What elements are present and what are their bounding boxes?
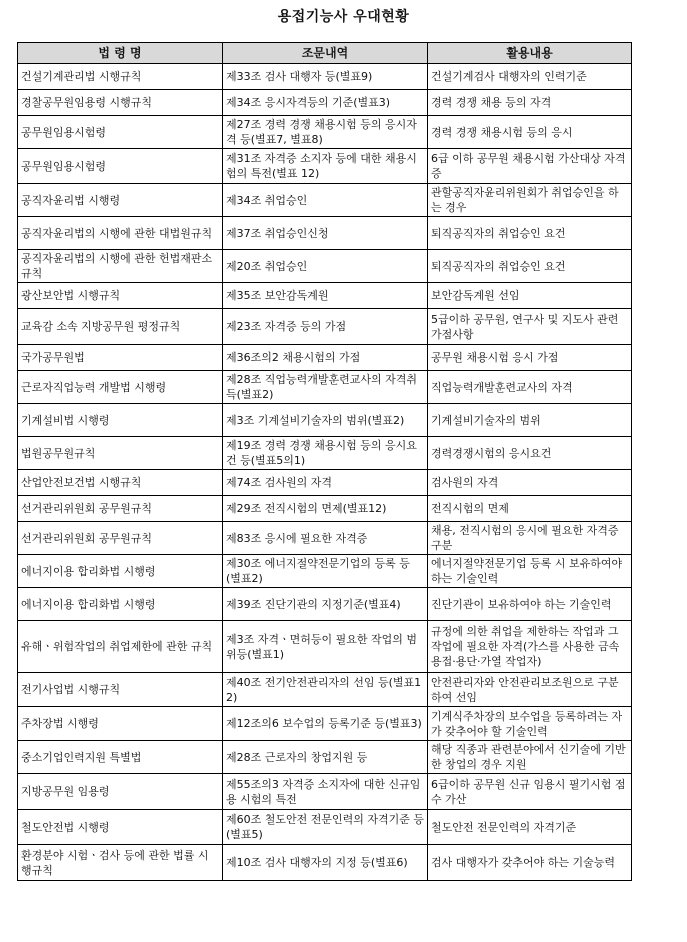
cell-usage: 안전관리자와 안전관리보조원으로 구분하여 선임: [428, 673, 632, 707]
table-row: [18, 496, 632, 522]
cell-law-name: 법원공무원규칙: [18, 437, 223, 470]
cell-law-name: 선거관리위원회 공무원규칙: [18, 522, 223, 555]
header-law-name: 법 령 명: [18, 43, 223, 64]
cell-law-name: 지방공무원 임용령: [18, 774, 223, 810]
cell-usage: 기계식주차장의 보수업을 등록하려는 자가 갖추어야 할 기술인력: [428, 707, 632, 741]
table-row: [18, 345, 632, 371]
cell-law-name: 전기사업법 시행규칙: [18, 673, 223, 707]
cell-usage: 검사 대행자가 갖추어야 하는 기술능력: [428, 845, 632, 881]
table-row: [18, 810, 632, 845]
table-row: [18, 116, 632, 149]
cell-law-name: 주차장법 시행령: [18, 707, 223, 741]
cell-usage: 철도안전 전문인력의 자격기준: [428, 810, 632, 845]
cell-article: 제37조 취업승인신청: [223, 217, 428, 250]
cell-law-name: 선거관리위원회 공무원규칙: [18, 496, 223, 522]
cell-usage: 경력 경쟁 채용시험 등의 응시: [428, 116, 632, 149]
cell-article: 제60조 철도안전 전문인력의 자격기준 등(별표5): [223, 810, 428, 845]
cell-article: 제10조 검사 대행자의 지정 등(별표6): [223, 845, 428, 881]
qualification-table: [17, 42, 632, 881]
header-article: 조문내역: [223, 43, 428, 64]
cell-article: 제20조 취업승인: [223, 250, 428, 283]
cell-usage: 5급이하 공무원, 연구사 및 지도사 관련 가점사항: [428, 309, 632, 345]
cell-article: 제23조 자격증 등의 가점: [223, 309, 428, 345]
cell-article: 제55조의3 자격증 소지자에 대한 신규임용 시험의 특전: [223, 774, 428, 810]
table-row: [18, 371, 632, 404]
cell-article: 제19조 경력 경쟁 채용시험 등의 응시요건 등(별표5의1): [223, 437, 428, 470]
cell-article: 제30조 에너지절약전문기업의 등록 등(별표2): [223, 555, 428, 588]
table-row: [18, 673, 632, 707]
cell-usage: 6급이하 공무원 신규 임용시 필기시험 점수 가산: [428, 774, 632, 810]
cell-law-name: 환경분야 시험ㆍ검사 등에 관한 법률 시행규칙: [18, 845, 223, 881]
cell-law-name: 산업안전보건법 시행규칙: [18, 470, 223, 496]
cell-usage: 퇴직공직자의 취업승인 요건: [428, 217, 632, 250]
cell-usage: 공무원 채용시험 응시 가점: [428, 345, 632, 371]
table-row: [18, 522, 632, 555]
table-row: [18, 90, 632, 116]
cell-article: 제28조 근로자의 창업지원 등: [223, 741, 428, 774]
cell-law-name: 에너지이용 합리화법 시행령: [18, 588, 223, 621]
cell-usage: 관할공직자윤리위원회가 취업승인을 하는 경우: [428, 184, 632, 217]
table-row: [18, 217, 632, 250]
cell-article: 제12조의6 보수업의 등록기준 등(별표3): [223, 707, 428, 741]
cell-usage: 진단기관이 보유하여야 하는 기술인력: [428, 588, 632, 621]
cell-article: 제28조 직업능력개발훈련교사의 자격취득(별표2): [223, 371, 428, 404]
cell-article: 제27조 경력 경쟁 채용시험 등의 응시자격 등(별표7, 별표8): [223, 116, 428, 149]
cell-law-name: 공직자윤리법의 시행에 관한 대법원규칙: [18, 217, 223, 250]
cell-law-name: 근로자직업능력 개발법 시행령: [18, 371, 223, 404]
cell-article: 제33조 검사 대행자 등(별표9): [223, 64, 428, 90]
table-row: [18, 149, 632, 184]
cell-article: 제35조 보안감독계원: [223, 283, 428, 309]
table-row: [18, 184, 632, 217]
cell-usage: 6급 이하 공무원 채용시험 가산대상 자격증: [428, 149, 632, 184]
cell-usage: 보안감독계원 선임: [428, 283, 632, 309]
cell-article: 제40조 전기안전관리자의 선임 등(별표12): [223, 673, 428, 707]
cell-usage: 해당 직종과 관련분야에서 신기술에 기반한 창업의 경우 지원: [428, 741, 632, 774]
table-header-row: [18, 43, 632, 64]
cell-usage: 규정에 의한 취업을 제한하는 작업과 그 작업에 필요한 자격(가스를 사용한 금속 용접·용단·가열 작업자): [428, 621, 632, 673]
table-row: [18, 64, 632, 90]
table-row: [18, 404, 632, 437]
page-title: 용접기능사 우대현황: [277, 9, 410, 25]
cell-article: 제31조 자격증 소지자 등에 대한 채용시험의 특전(별표 12): [223, 149, 428, 184]
cell-article: 제34조 취업승인: [223, 184, 428, 217]
cell-law-name: 유해ㆍ위험작업의 취업제한에 관한 규칙: [18, 621, 223, 673]
cell-law-name: 경찰공무원임용령 시행규칙: [18, 90, 223, 116]
cell-usage: 퇴직공직자의 취업승인 요건: [428, 250, 632, 283]
cell-law-name: 공무원임용시험령: [18, 116, 223, 149]
cell-article: 제34조 응시자격등의 기준(별표3): [223, 90, 428, 116]
table-row: [18, 741, 632, 774]
cell-article: 제3조 자격ㆍ면허등이 필요한 작업의 범위등(별표1): [223, 621, 428, 673]
cell-usage: 검사원의 자격: [428, 470, 632, 496]
table-row: [18, 555, 632, 588]
cell-article: 제3조 기계설비기술자의 범위(별표2): [223, 404, 428, 437]
cell-law-name: 철도안전법 시행령: [18, 810, 223, 845]
table-row: [18, 470, 632, 496]
cell-law-name: 공무원임용시험령: [18, 149, 223, 184]
cell-law-name: 에너지이용 합리화법 시행령: [18, 555, 223, 588]
cell-law-name: 광산보안법 시행규칙: [18, 283, 223, 309]
table-row: [18, 621, 632, 673]
cell-article: 제74조 검사원의 자격: [223, 470, 428, 496]
table-row: [18, 707, 632, 741]
cell-usage: 건설기계검사 대행자의 인력기준: [428, 64, 632, 90]
table-row: [18, 845, 632, 881]
cell-usage: 에너지절약전문기업 등록 시 보유하여야하는 기술인력: [428, 555, 632, 588]
cell-article: 제83조 응시에 필요한 자격증: [223, 522, 428, 555]
cell-law-name: 국가공무원법: [18, 345, 223, 371]
cell-usage: 채용, 전직시험의 응시에 필요한 자격증 구분: [428, 522, 632, 555]
cell-article: 제36조의2 채용시험의 가점: [223, 345, 428, 371]
cell-usage: 기계설비기술자의 범위: [428, 404, 632, 437]
cell-law-name: 교육감 소속 지방공무원 평정규칙: [18, 309, 223, 345]
table-row: [18, 588, 632, 621]
table-row: [18, 283, 632, 309]
header-usage: 활용내용: [428, 43, 632, 64]
cell-law-name: 공직자윤리법의 시행에 관한 헌법재판소규칙: [18, 250, 223, 283]
cell-usage: 직업능력개발훈련교사의 자격: [428, 371, 632, 404]
cell-article: 제39조 진단기관의 지정기준(별표4): [223, 588, 428, 621]
cell-law-name: 공직자윤리법 시행령: [18, 184, 223, 217]
cell-usage: 전직시험의 면제: [428, 496, 632, 522]
table-row: [18, 774, 632, 810]
table-row: [18, 309, 632, 345]
table-row: [18, 437, 632, 470]
table-row: [18, 250, 632, 283]
cell-usage: 경력 경쟁 채용 등의 자격: [428, 90, 632, 116]
cell-law-name: 기계설비법 시행령: [18, 404, 223, 437]
cell-article: 제29조 전직시험의 면제(별표12): [223, 496, 428, 522]
cell-law-name: 중소기업인력지원 특별법: [18, 741, 223, 774]
cell-usage: 경력경쟁시험의 응시요건: [428, 437, 632, 470]
cell-law-name: 건설기계관리법 시행규칙: [18, 64, 223, 90]
